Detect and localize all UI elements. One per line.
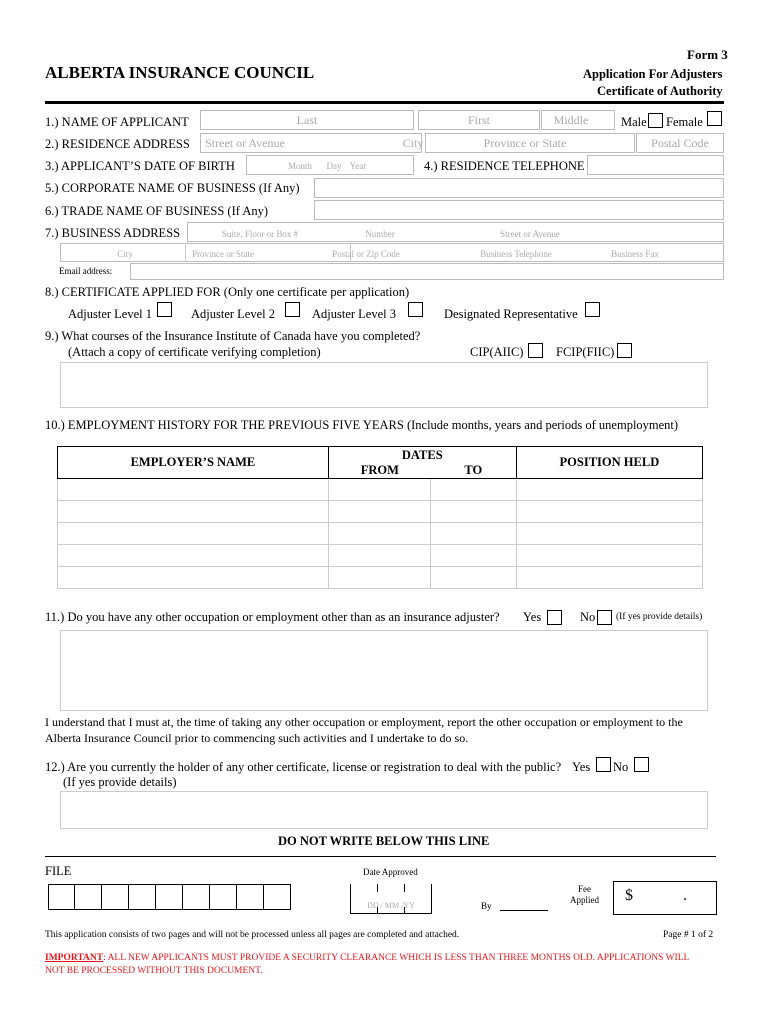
office-divider-label: DO NOT WRITE BELOW THIS LINE <box>278 834 490 848</box>
header-rule <box>45 101 724 104</box>
important-notice <box>45 952 689 978</box>
q8-label: 8.) CERTIFICATE APPLIED FOR (Only one certificate per application) <box>45 285 410 299</box>
file-digit-box[interactable] <box>48 884 75 910</box>
position-cell[interactable] <box>516 523 702 545</box>
file-label: FILE <box>45 864 72 878</box>
file-digit-box[interactable] <box>183 884 210 910</box>
male-checkbox[interactable] <box>648 113 663 128</box>
position-cell[interactable] <box>516 567 702 589</box>
q12-note: (If yes provide details) <box>63 775 177 789</box>
q12-no-label: No <box>613 760 629 774</box>
file-digit-box[interactable] <box>264 884 291 910</box>
col-employer-text: EMPLOYER’S NAME <box>130 455 256 469</box>
q3-label: 3.) APPLICANT’S DATE OF BIRTH <box>45 159 235 173</box>
q11-yes-checkbox[interactable] <box>547 610 562 625</box>
from-cell[interactable] <box>328 545 431 567</box>
q4-label: 4.) RESIDENCE TELEPHONE <box>424 159 585 173</box>
trade-name-input[interactable] <box>314 200 724 220</box>
email-input[interactable] <box>130 263 724 280</box>
fcip-checkbox[interactable] <box>617 343 632 358</box>
org-title: ALBERTA INSURANCE COUNCIL <box>45 63 315 82</box>
file-digit-box[interactable] <box>156 884 183 910</box>
by-signature-line[interactable] <box>500 910 548 911</box>
from-cell[interactable] <box>328 567 431 589</box>
employer-cell[interactable] <box>58 501 329 523</box>
form-number: Form 3 <box>687 47 728 62</box>
q9-label: 9.) What courses of the Insurance Institute of Canada have you completed? <box>45 329 421 343</box>
table-row <box>58 479 703 501</box>
courses-details-area[interactable] <box>60 362 708 408</box>
file-digit-box[interactable] <box>237 884 264 910</box>
employer-cell[interactable] <box>58 523 329 545</box>
col-from-text: FROM <box>360 462 399 477</box>
to-cell[interactable] <box>431 479 516 501</box>
from-cell[interactable] <box>328 523 431 545</box>
business-street-placeholder: Street or Avenue <box>500 229 560 239</box>
cip-checkbox[interactable] <box>528 343 543 358</box>
q6-label: 6.) TRADE NAME OF BUSINESS (If Any) <box>45 204 269 218</box>
from-cell[interactable] <box>328 479 431 501</box>
female-label: Female <box>666 115 703 129</box>
email-label: Email address: <box>59 266 113 276</box>
employer-cell[interactable] <box>58 545 329 567</box>
q11-note: (If yes provide details) <box>616 612 703 622</box>
other-occupation-area[interactable] <box>60 630 708 711</box>
q1-label: 1.) NAME OF APPLICANT <box>45 115 189 129</box>
col-position-text: POSITION HELD <box>559 455 660 469</box>
business-province-placeholder: Province or State <box>192 249 254 259</box>
page-number: Page # 1 of 2 <box>663 930 714 940</box>
level2-label: Adjuster Level 2 <box>191 307 276 321</box>
level2-checkbox[interactable] <box>285 302 300 317</box>
table-row <box>58 523 703 545</box>
q12-label: 12.) Are you currently the holder of any other certificate, license or registration to deal with the public? <box>45 760 562 774</box>
date-format-placeholder: DD / MM /YY <box>367 901 415 910</box>
table-row <box>58 545 703 567</box>
q12-no-checkbox[interactable] <box>634 757 649 772</box>
fcip-label: FCIP(FIIC) <box>556 345 615 359</box>
female-checkbox[interactable] <box>707 111 722 126</box>
form-subtitle-2: Certificate of Authority <box>597 84 723 98</box>
residence-city-placeholder: City <box>402 136 424 150</box>
to-cell[interactable] <box>431 567 516 589</box>
birth-year-placeholder: Year <box>349 161 367 171</box>
position-cell[interactable] <box>516 545 702 567</box>
form-subtitle-1: Application For Adjusters <box>583 67 723 81</box>
male-label: Male <box>621 115 647 129</box>
suite-placeholder: Suite, Floor or Box # <box>221 229 299 239</box>
birth-day-placeholder: Day <box>326 161 342 171</box>
cip-label: CIP(AIIC) <box>470 345 524 359</box>
residence-postal-placeholder: Postal Code <box>651 136 709 150</box>
q2-label: 2.) RESIDENCE ADDRESS <box>45 137 190 151</box>
important-line-1: : ALL NEW APPLICANTS MUST PROVIDE A SECURITY CLEARANCE WHICH IS LESS THAN THREE MONTHS OLD. APPLICATIONS WILL <box>103 953 690 963</box>
fee-decimal-point: . <box>683 887 687 904</box>
col-employer-header <box>58 447 329 479</box>
corporate-name-input[interactable] <box>314 178 724 198</box>
business-city-placeholder: City <box>117 249 133 259</box>
file-digit-box[interactable] <box>75 884 102 910</box>
date-tick-2 <box>404 884 405 892</box>
statement-line-2: Alberta Insurance Council prior to commencing such activities and I undertake to do so. <box>45 731 469 745</box>
business-postal-placeholder: Postal or Zip Code <box>332 249 400 259</box>
fee-label-1: Fee <box>578 884 591 894</box>
q11-no-label: No <box>580 610 596 624</box>
q7-label: 7.) BUSINESS ADDRESS <box>45 226 181 240</box>
from-cell[interactable] <box>328 501 431 523</box>
residence-province-placeholder: Province or State <box>483 136 567 150</box>
level1-checkbox[interactable] <box>157 302 172 317</box>
employer-cell[interactable] <box>58 567 329 589</box>
designated-checkbox[interactable] <box>585 302 600 317</box>
to-cell[interactable] <box>431 523 516 545</box>
residence-street-placeholder: Street or Avenue <box>205 136 285 150</box>
to-cell[interactable] <box>431 545 516 567</box>
position-cell[interactable] <box>516 479 702 501</box>
other-certificate-area[interactable] <box>60 791 708 829</box>
business-fax-placeholder: Business Fax <box>611 249 659 259</box>
residence-phone-input[interactable] <box>587 155 724 175</box>
to-cell[interactable] <box>431 501 516 523</box>
important-line-2: NOT BE PROCESSED WITHOUT THIS DOCUMENT. <box>45 966 263 976</box>
q11-no-checkbox[interactable] <box>597 610 612 625</box>
position-cell[interactable] <box>516 501 702 523</box>
col-dates-text: DATES <box>401 447 443 462</box>
table-row <box>58 567 703 589</box>
last-name-placeholder: Last <box>296 113 318 127</box>
col-to-text: TO <box>464 462 483 477</box>
q11-label: 11.) Do you have any other occupation or employment other than as an insurance adjuster? <box>45 610 500 624</box>
number-placeholder: Number <box>365 229 395 239</box>
first-name-placeholder: First <box>467 113 490 127</box>
col-dates-header <box>328 447 516 479</box>
level3-checkbox[interactable] <box>408 302 423 317</box>
q9-note: (Attach a copy of certificate verifying completion) <box>68 345 321 359</box>
col-position-header <box>516 447 702 479</box>
level1-label: Adjuster Level 1 <box>68 307 153 321</box>
important-label: IMPORTANT <box>45 953 104 963</box>
file-digit-box[interactable] <box>129 884 156 910</box>
designated-label: Designated Representative <box>444 307 578 321</box>
office-divider-rule <box>45 856 716 857</box>
table-row <box>58 501 703 523</box>
q12-yes-label: Yes <box>572 760 591 774</box>
pages-note: This application consists of two pages and will not be processed unless all pages are completed and attached. <box>45 930 460 940</box>
date-tick-1 <box>377 884 378 892</box>
middle-name-placeholder: Middle <box>553 113 589 127</box>
file-digit-box[interactable] <box>210 884 237 910</box>
birth-month-placeholder: Month <box>287 161 312 171</box>
q11-yes-label: Yes <box>523 610 542 624</box>
by-label: By <box>481 901 492 911</box>
statement-line-1: I understand that I must at, the time of taking any other occupation or employment, report the other occupation or employment to the <box>45 715 683 729</box>
employment-table <box>57 446 703 589</box>
date-approved-label: Date Approved <box>363 867 418 877</box>
file-digit-box[interactable] <box>102 884 129 910</box>
fee-dollar-sign: $ <box>625 887 633 904</box>
employer-cell[interactable] <box>58 479 329 501</box>
business-phone-placeholder: Business Telephone <box>480 249 552 259</box>
file-number-boxes[interactable] <box>48 884 291 910</box>
q5-label: 5.) CORPORATE NAME OF BUSINESS (If Any) <box>45 181 300 195</box>
q10-label: 10.) EMPLOYMENT HISTORY FOR THE PREVIOUS FIVE YEARS (Include months, years and periods of unemployment) <box>45 418 679 432</box>
q12-yes-checkbox[interactable] <box>596 757 611 772</box>
fee-label-2: Applied <box>570 895 599 905</box>
level3-label: Adjuster Level 3 <box>312 307 397 321</box>
